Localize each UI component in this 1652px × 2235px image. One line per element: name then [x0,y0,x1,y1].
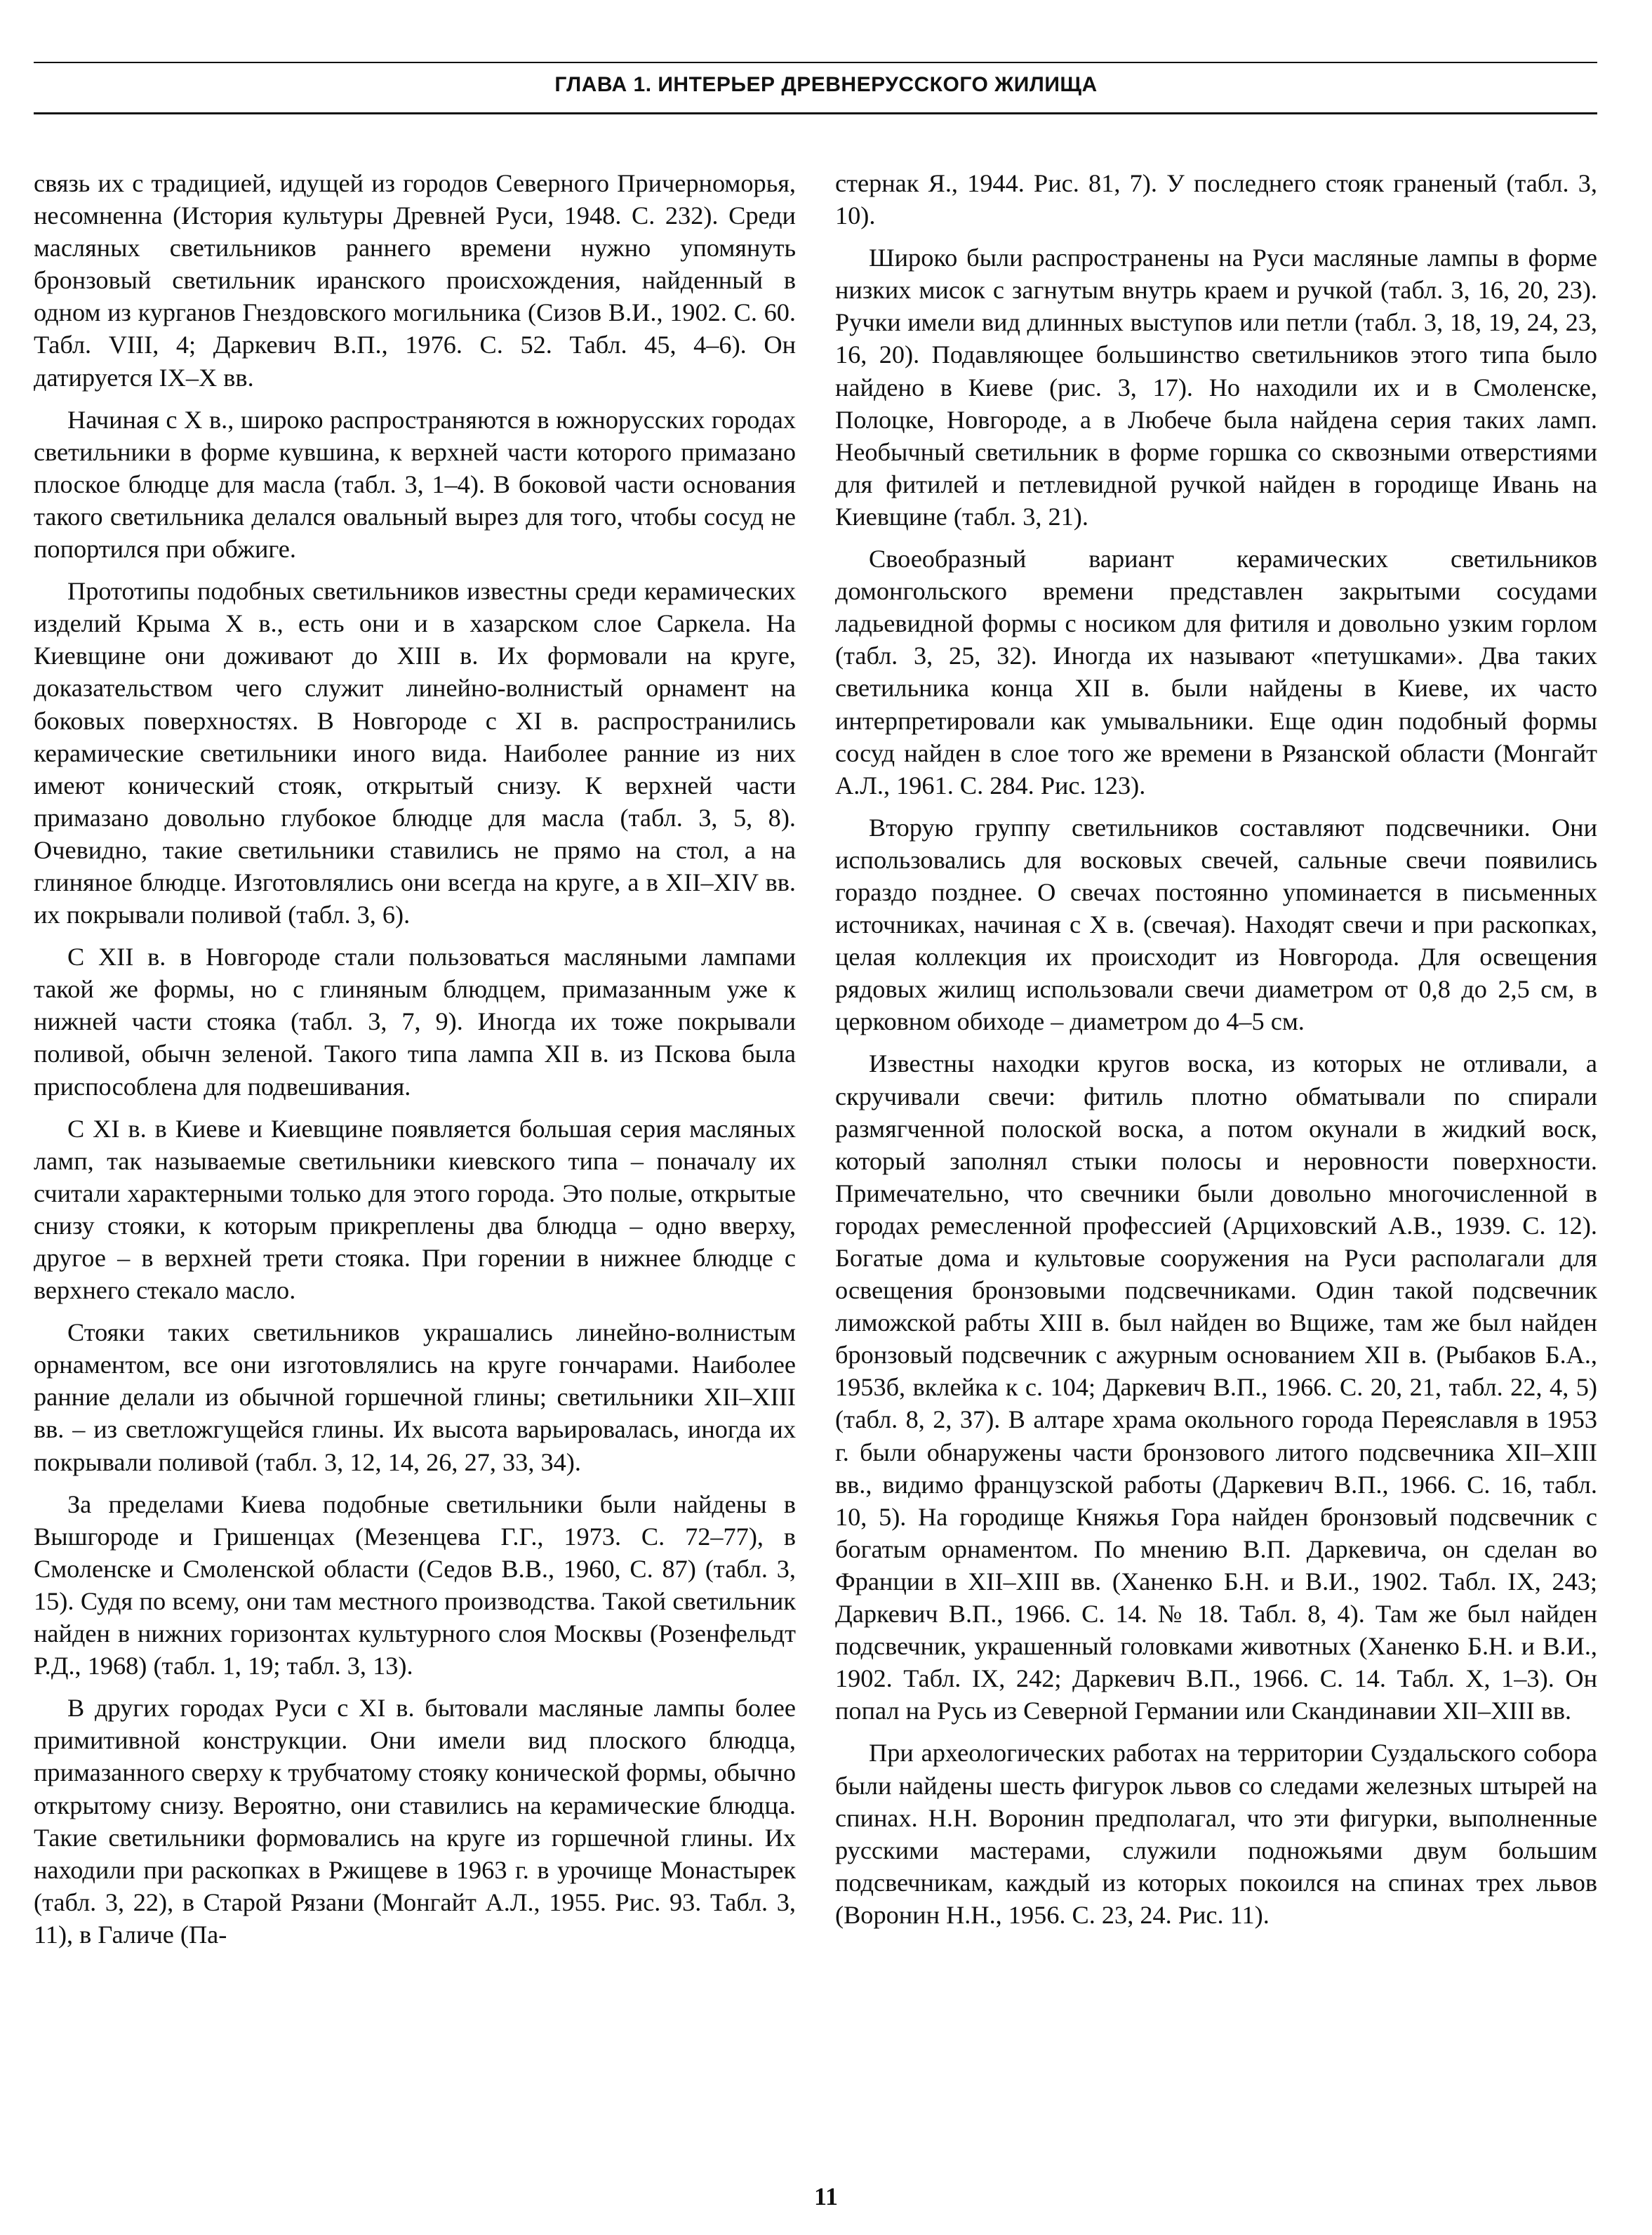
header-top-rule [34,62,1597,63]
paragraph: Стояки таких светильников украшались линейно-волнистым орнаментом, все они изготовлялись на круге гончарами. Наиболее ранние делали из обычной горшечной глины; светильники XII–XIII вв. – из светложгущейся глины. Их высота варьировалась, иногда их покрывали поливой (табл. 3, 12, 14, 26, 27, 33, 34). [34,1318,796,1476]
paragraph: С XII в. в Новгороде стали пользоваться масляными лампами такой же формы, но с глиняным блюдцем, примазанным уже к нижней части стояка (табл. 3, 7, 9). Иногда их тоже покрывали поливой, обычн зеленой. Такого типа лампа XII в. из Пскова была приспособлена для подвешивания. [34,943,796,1101]
paragraph: В других городах Руси с XI в. бытовали масляные лампы более примитивной конструкции. Они имели вид плоского блюдца, примазанного сверху к трубчатому стояку конической формы, обычно открытому снизу. Вероятно, они ставились на керамические блюдца. Такие светильники формовались на круге из горшечной глины. Их находили при раскопках в Ржищеве в 1963 г. в урочище Монастырек (табл. 3, 22), в Старой Рязани (Монгайт А.Л., 1955. Рис. 93. Табл. 3, 11), в Галиче (Па- [34,1694,796,1949]
paragraph: При археологических работах на территории Суздальского собора были найдены шесть фигурок львов со следами железных штырей на спинах. Н.Н. Воронин предполагал, что эти фигурки, выполненные русскими мастерами, служили подножьями двум большим подсвечникам, каждый из которых покоился на спинах трех львов (Воронин Н.Н., 1956. С. 23, 24. Рис. 11). [835,1739,1597,1929]
paragraph: Прототипы подобных светильников известны среди керамических изделий Крыма X в., есть они и в хазарском слое Саркела. На Киевщине они доживают до XIII в. Их формовали на круге, доказательством чего служит линейно-волнистый орнамент на боковых поверхностях. В Новгороде с XI в. распространились керамические светильники иного вида. Наиболее ранние из них имеют конический стояк, открытый снизу. К верхней части примазано довольно глубокое блюдце для масла (табл. 3, 5, 8). Очевидно, такие светильники ставились не прямо на стол, а на глиняное блюдце. Изготовлялись они всегда на круге, а в XII–XIV вв. их покрывали поливой (табл. 3, 6). [34,577,796,929]
paragraph: За пределами Киева подобные светильники были найдены в Вышгороде и Гришенцах (Мезенцева Г.Г., 1973. С. 72–77), в Смоленске и Смоленской области (Седов В.В., 1960, С. 87) (табл. 3, 15). Судя по всему, они там местного производства. Такой светильник найден в нижних горизонтах культурного слоя Москвы (Розенфельдт Р.Д., 1968) (табл. 1, 19; табл. 3, 13). [34,1490,796,1680]
paragraph: Широко были распространены на Руси масляные лампы в форме низких мисок с загнутым внутрь краем и ручкой (табл. 3, 16, 20, 23). Ручки имели вид длинных выступов или петли (табл. 3, 18, 19, 24, 23, 16, 20). Подавляющее большинство светильников этого типа было найдено в Киеве (рис. 3, 17). Но находили их и в Смоленске, Полоцке, Новгороде, а в Любече была найдена серия таких ламп. Необычный светильник в форме горшка со сквозными отверстиями для фитилей и петлевидной ручкой найден в городище Ивань на Киевщине (табл. 3, 21). [835,244,1597,531]
left-column [34,167,796,1951]
right-column [835,167,1597,1931]
paragraph: Начиная с X в., широко распространяются в южнорусских городах светильники в форме кувшина, к верхней части которого примазано плоское блюдце для масла (табл. 3, 1–4). В боковой части основания такого светильника делался овальный вырез для того, чтобы сосуд не попортился при обжиге. [34,405,796,564]
paragraph: Известны находки кругов воска, из которых не отливали, а скручивали свечи: фитиль плотно обматывали по спирали размягченной полоской воска, а потом окунали в жидкий воск, который заполнял стыки полосы и неровности поверхности. Примечательно, что свечники были довольно многочисленной в городах ремесленной профессией (Арциховский А.В., 1939. С. 12). Богатые дома и культовые сооружения на Руси располагали для освещения бронзовыми подсвечниками. Один такой подсвечник лиможской рабты XIII в. был найден во Вщиже, там же был найден бронзовый подсвечник с ажурным основанием XII в. (Рыбаков Б.А., 1953б, вклейка к с. 104; Даркевич В.П., 1966. С. 20, 21, табл. 22, 4, 5) (табл. 8, 2, 37). В алтаре храма окольного города Переяславля в 1953 г. были обнаружены части бронзового литого подсвечника XII–XIII вв., видимо французской работы (Даркевич В.П., 1966. С. 16, табл. 10, 5). На городище Княжья Гора найден бронзовый подсвечник с богатым орнаментом. По мнению В.П. Даркевича, он сделан во Франции в XII–XIII вв. (Ханенко Б.Н. и В.И., 1902. Табл. IX, 243; Даркевич В.П., 1966. С. 14. № 18. Табл. 8, 4). Там же был найден подсвечник, украшенный головками животных (Ханенко Б.Н. и В.И., 1902. Табл. IX, 242; Даркевич В.П., 1966. С. 14. Табл. X, 1–3). Он попал на Русь из Северной Германии или Скандинавии XII–XIII вв. [835,1049,1597,1725]
paragraph: связь их с традицией, идущей из городов Северного Причерноморья, несомненна (История культуры Древней Руси, 1948. С. 232). Среди масляных светильников раннего времени нужно упомянуть бронзовый светильник иранского происхождения, найденный в одном из курганов Гнездовского могильника (Сизов В.И., 1902. С. 60. Табл. VIII, 4; Даркевич В.П., 1976. С. 52. Табл. 45, 4–6). Он датируется IX–X вв. [34,169,796,392]
paragraph: С XI в. в Киеве и Киевщине появляется большая серия масляных ламп, так называемые светильники киевского типа – поначалу их считали характерными только для этого города. Это полые, открытые снизу стояки, к которым прикреплены два блюдца – одно вверху, другое – в верхней трети стояка. При горении в нижнее блюдце с верхнего стекало масло. [34,1114,796,1305]
paragraph: стернак Я., 1944. Рис. 81, 7). У последнего стояк граненый (табл. 3, 10). [835,169,1597,230]
running-header: ГЛАВА 1. ИНТЕРЬЕР ДРЕВНЕРУССКОГО ЖИЛИЩА [554,73,1098,96]
page-number: 11 [813,2182,838,2210]
header-bottom-rule [34,112,1597,114]
paragraph: Вторую группу светильников составляют подсвечники. Они использовались для восковых свечей, сальные свечи появились гораздо позднее. О свечах постоянно упоминается в письменных источниках, начиная с X в. (свечая). Находят свечи и при раскопках, целая коллекция их происходит из Новгорода. Для освещения рядовых жилищ использовали свечи диаметром от 0,8 до 2,5 см, в церковном обиходе – диаметром до 4–5 см. [835,813,1597,1036]
paragraph: Своеобразный вариант керамических светильников домонгольского времени представлен закрытыми сосудами ладьевидной формы с носиком для фитиля и довольно узким горлом (табл. 3, 25, 32). Иногда их называют «петушками». Два таких светильника конца XII в. были найдены в Киеве, их часто интерпретировали как умывальники. Еще один подобный формы сосуд найден в слое того же времени в Рязанской области (Монгайт А.Л., 1961. С. 284. Рис. 123). [835,545,1597,800]
